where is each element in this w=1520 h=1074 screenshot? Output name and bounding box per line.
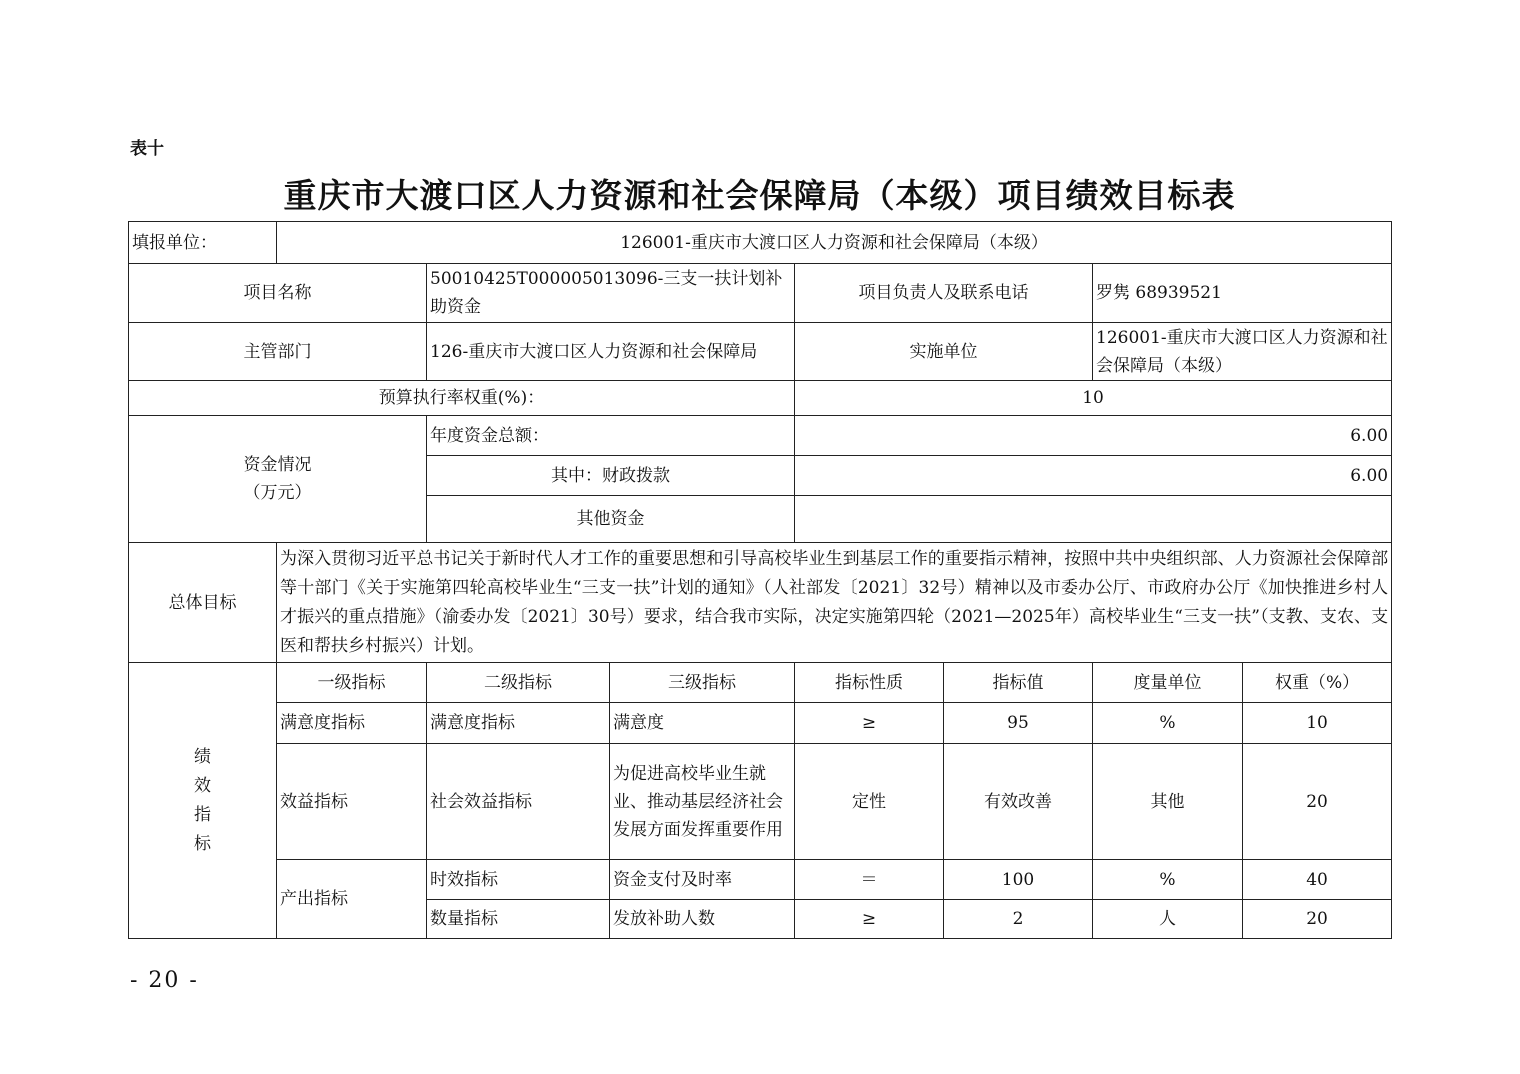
project-row [129, 264, 1392, 323]
header-nature: 指标性质 [795, 663, 944, 703]
goal-text: 为深入贯彻习近平总书记关于新时代人才工作的重要思想和引导高校毕业生到基层工作的重要指示精神，按照中共中央组织部、人力资源社会保障部等十部门《关于实施第四轮高校毕业生“三支一扶”计划的通知》（人社部发〔2021〕32号）精神以及市委办公厅、市政府办公厅《加快推进乡村人才振兴的重点措施》（渝委办发〔2021〕30号）要求，结合我市实际，决定实施第四轮（2021—2025年）高校毕业生“三支一扶”（支教、支农、支医和帮扶乡村振兴）计划。 [277, 543, 1392, 663]
funds-total-label: 年度资金总额： [427, 416, 795, 456]
cell-nature: ＝ [795, 860, 944, 900]
cell-level3: 资金支付及时率 [610, 860, 795, 900]
filing-unit-label: 填报单位： [129, 222, 277, 264]
cell-level3: 发放补助人数 [610, 900, 795, 939]
cell-level1: 满意度指标 [277, 703, 427, 744]
funds-fiscal-value: 6.00 [795, 456, 1392, 496]
funds-other-label: 其他资金 [427, 496, 795, 543]
page-title: 重庆市大渡口区人力资源和社会保障局（本级）项目绩效目标表 [283, 176, 1236, 215]
department-row [129, 323, 1392, 381]
dept-value: 126-重庆市大渡口区人力资源和社会保障局 [427, 323, 795, 381]
cell-level1: 产出指标 [277, 860, 427, 939]
cell-nature: ≥ [795, 703, 944, 744]
cell-value: 2 [944, 900, 1093, 939]
header-value: 指标值 [944, 663, 1093, 703]
cell-value: 100 [944, 860, 1093, 900]
side-char: 效 [194, 775, 211, 796]
impl-unit-value: 126001-重庆市大渡口区人力资源和社会保障局（本级） [1093, 323, 1392, 381]
funds-label [129, 416, 427, 543]
goal-label: 总体目标 [129, 543, 277, 663]
table-row [129, 703, 1392, 744]
header-level2: 二级指标 [427, 663, 610, 703]
cell-weight: 40 [1243, 860, 1392, 900]
budget-rate-label: 预算执行率权重(%)： [129, 381, 795, 416]
funds-total-row [129, 416, 1392, 456]
impl-unit-label: 实施单位 [795, 323, 1093, 381]
cell-value: 有效改善 [944, 744, 1093, 860]
cell-weight: 10 [1243, 703, 1392, 744]
table-row [129, 744, 1392, 860]
header-unit: 度量单位 [1093, 663, 1243, 703]
filing-unit-value: 126001-重庆市大渡口区人力资源和社会保障局（本级） [277, 222, 1392, 264]
dept-label: 主管部门 [129, 323, 427, 381]
table-row [129, 860, 1392, 900]
cell-unit: % [1093, 703, 1243, 744]
table-number: 表十 [130, 139, 164, 159]
cell-nature: 定性 [795, 744, 944, 860]
performance-table [128, 221, 1392, 939]
project-owner-label: 项目负责人及联系电话 [795, 264, 1093, 323]
cell-weight: 20 [1243, 744, 1392, 860]
cell-level2: 数量指标 [427, 900, 610, 939]
cell-level3: 满意度 [610, 703, 795, 744]
funds-label-line2: （万元） [243, 483, 312, 503]
funds-total-value: 6.00 [795, 416, 1392, 456]
cell-unit: 其他 [1093, 744, 1243, 860]
side-char: 绩 [194, 746, 211, 767]
indicator-side-label [129, 663, 277, 939]
page-number: - 20 - [130, 968, 199, 993]
filing-unit-row [129, 222, 1392, 264]
budget-rate-row [129, 381, 1392, 416]
funds-other-value [795, 496, 1392, 543]
funds-label-line1: 资金情况 [243, 455, 312, 475]
cell-unit: 人 [1093, 900, 1243, 939]
budget-rate-value: 10 [795, 381, 1392, 416]
project-name-label: 项目名称 [129, 264, 427, 323]
cell-level3: 为促进高校毕业生就业、推动基层经济社会发展方面发挥重要作用 [610, 744, 795, 860]
cell-level2: 满意度指标 [427, 703, 610, 744]
goal-row [129, 543, 1392, 663]
header-weight: 权重（%） [1243, 663, 1392, 703]
cell-value: 95 [944, 703, 1093, 744]
cell-level1: 效益指标 [277, 744, 427, 860]
indicator-header-row [129, 663, 1392, 703]
cell-level2: 社会效益指标 [427, 744, 610, 860]
cell-level2: 时效指标 [427, 860, 610, 900]
header-level3: 三级指标 [610, 663, 795, 703]
cell-weight: 20 [1243, 900, 1392, 939]
cell-unit: % [1093, 860, 1243, 900]
header-level1: 一级指标 [277, 663, 427, 703]
side-char: 指 [194, 804, 211, 825]
project-name-value: 50010425T000005013096-三支一扶计划补助资金 [427, 264, 795, 323]
project-owner-value: 罗隽 68939521 [1093, 264, 1392, 323]
cell-nature: ≥ [795, 900, 944, 939]
funds-fiscal-label: 其中：财政拨款 [427, 456, 795, 496]
side-char: 标 [194, 833, 211, 854]
